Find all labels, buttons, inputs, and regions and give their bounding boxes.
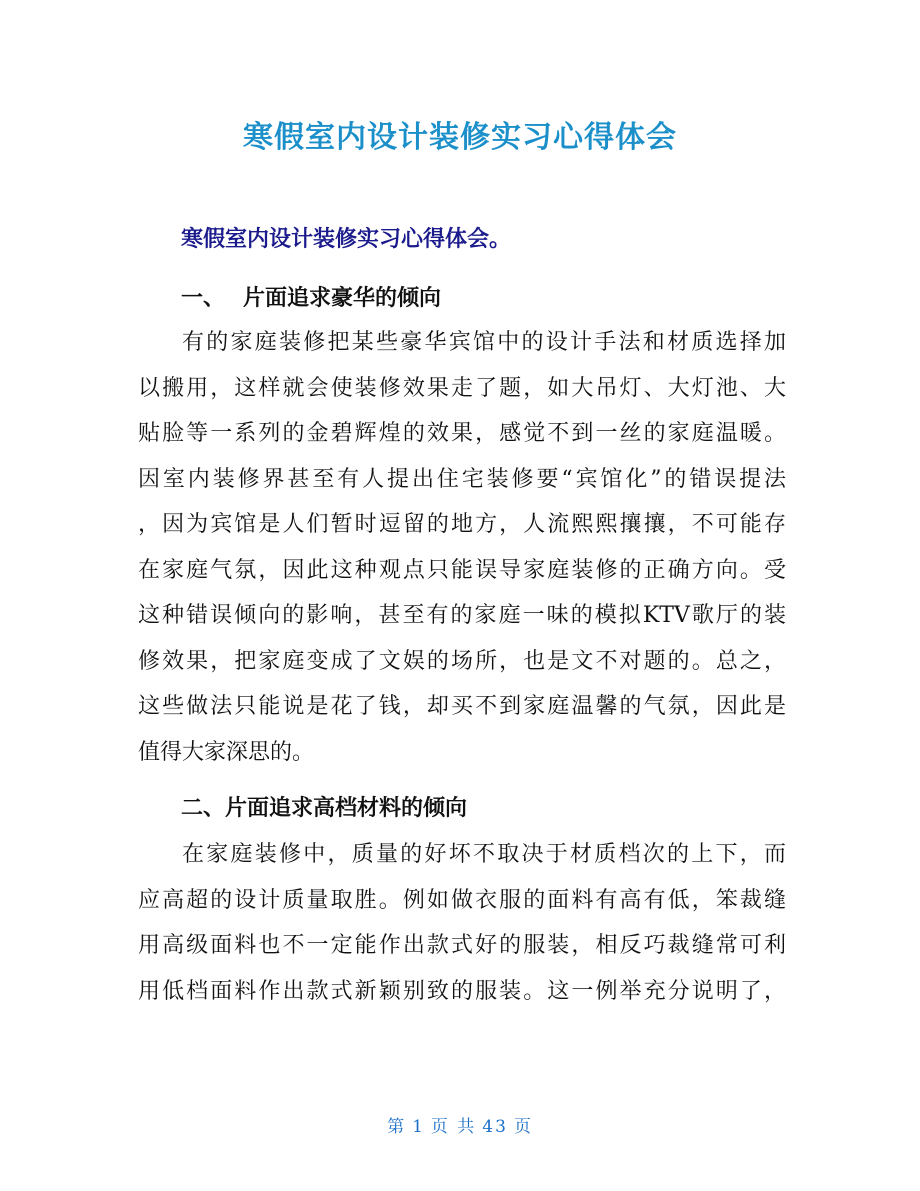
- paragraph-line: 有的家庭装修把某些豪华宾馆中的设计手法和材质选择加: [182, 330, 786, 355]
- section-1-heading-text: 片面追求豪华的倾向: [243, 285, 442, 311]
- document-subtitle: 寒假室内设计装修实习心得体会。: [181, 227, 512, 252]
- paragraph-line: 这种错误倾向的影响，甚至有的家庭一味的模拟KTV歌厅的装: [138, 603, 786, 628]
- section-2-paragraph: [138, 832, 786, 1014]
- footer-suffix: 页: [513, 1117, 533, 1137]
- paragraph-line: 用低档面料作出款式新颖别致的服装。这一例举充分说明了，: [138, 978, 786, 1004]
- footer-page-number: 1: [412, 1117, 425, 1137]
- paragraph-line: 值得大家深思的。: [138, 739, 315, 765]
- document-title: 寒假室内设计装修实习心得体会: [243, 120, 677, 155]
- footer-prefix: 第: [387, 1117, 407, 1137]
- section-1-number: 一、: [181, 285, 226, 311]
- page-footer: [0, 1112, 920, 1137]
- paragraph-line: 以搬用，这样就会使装修效果走了题，如大吊灯、大灯池、大: [138, 375, 786, 401]
- paragraph-line: ，因为宾馆是人们暂时逗留的地方，人流熙熙攘攘，不可能存: [138, 512, 786, 537]
- paragraph-line: 在家庭装修中，质量的好坏不取决于材质档次的上下，而: [182, 842, 786, 867]
- paragraph-line: 修效果，把家庭变成了文娱的场所，也是文不对题的。总之，: [138, 648, 786, 674]
- paragraph-line: 应高超的设计质量取胜。例如做衣服的面料有高有低，笨裁缝: [138, 887, 786, 913]
- paragraph-line: 用高级面料也不一定能作出款式好的服装，相反巧裁缝常可利: [138, 933, 786, 958]
- section-1-paragraph: [138, 320, 786, 775]
- section-2-heading: 二、片面追求高档材料的倾向: [181, 795, 468, 821]
- paragraph-line: 因室内装修界甚至有人提出住宅装修要“宾馆化”的错误提法: [138, 466, 786, 492]
- paragraph-line: 在家庭气氛，因此这种观点只能误导家庭装修的正确方向。受: [138, 557, 786, 583]
- footer-middle: 页 共: [430, 1117, 477, 1137]
- paragraph-line: 这些做法只能说是花了钱，却买不到家庭温馨的气氛，因此是: [138, 694, 786, 719]
- section-1-heading: [181, 280, 441, 316]
- footer-total-pages: 43: [482, 1117, 508, 1137]
- paragraph-line: 贴脸等一系列的金碧辉煌的效果，感觉不到一丝的家庭温暖。: [138, 421, 786, 446]
